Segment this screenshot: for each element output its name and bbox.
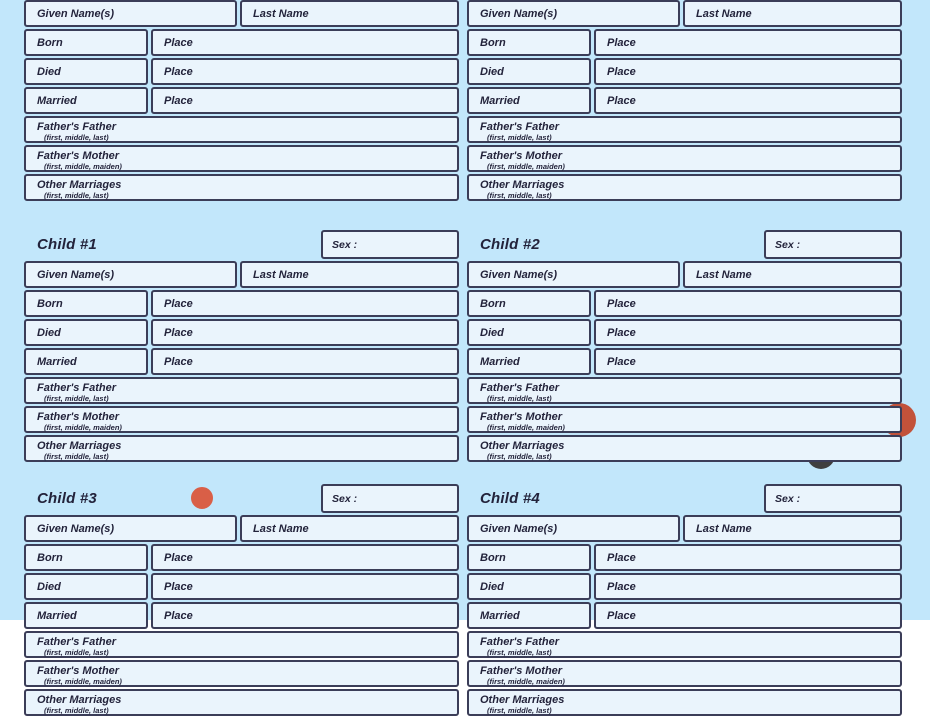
last-name-label: Last Name [253, 7, 309, 20]
born-label: Born [480, 551, 506, 564]
form-row-married [24, 348, 459, 375]
fathers-mother-field[interactable] [24, 145, 459, 172]
born-place-field[interactable] [594, 290, 902, 317]
child-title: Child #4 [480, 490, 540, 507]
born-place-field[interactable] [594, 29, 902, 56]
married-field[interactable] [24, 87, 148, 114]
other-marriages-field[interactable] [24, 174, 459, 201]
died-place-field[interactable] [151, 58, 459, 85]
sex-field[interactable] [764, 484, 902, 513]
form-row-born [24, 544, 459, 571]
form-row-married [24, 87, 459, 114]
other-marriages-sublabel: (first, middle, last) [44, 706, 109, 715]
fathers-father-sublabel: (first, middle, last) [44, 648, 109, 657]
fathers-mother-sublabel: (first, middle, maiden) [487, 423, 565, 432]
form-row-died [467, 319, 902, 346]
died-place-label: Place [607, 580, 636, 593]
last-name-field[interactable] [683, 261, 902, 288]
died-place-label: Place [164, 580, 193, 593]
fathers-father-field[interactable] [24, 116, 459, 143]
parent-form-section [24, 0, 459, 201]
form-row-born [467, 290, 902, 317]
form-row-fathers-mother [24, 406, 459, 433]
married-field[interactable] [24, 348, 148, 375]
died-field[interactable] [24, 58, 148, 85]
child-form-section [467, 230, 902, 462]
married-place-label: Place [607, 94, 636, 107]
fathers-father-field[interactable] [467, 116, 902, 143]
born-field[interactable] [467, 290, 591, 317]
fathers-father-sublabel: (first, middle, last) [44, 394, 109, 403]
married-field[interactable] [467, 348, 591, 375]
form-row-born [24, 29, 459, 56]
sex-label: Sex : [775, 492, 801, 505]
other-marriages-sublabel: (first, middle, last) [487, 191, 552, 200]
married-place-field[interactable] [594, 87, 902, 114]
form-row-married [467, 602, 902, 629]
born-place-label: Place [164, 36, 193, 49]
child-form-section [24, 484, 459, 716]
died-field[interactable] [467, 58, 591, 85]
fathers-mother-field[interactable] [467, 406, 902, 433]
fathers-mother-label: Father's Mother [480, 411, 563, 423]
died-label: Died [480, 580, 504, 593]
married-field[interactable] [467, 87, 591, 114]
last-name-label: Last Name [696, 268, 752, 281]
died-field[interactable] [467, 319, 591, 346]
form-row-fathers-father [467, 377, 902, 404]
parent-form-section [467, 0, 902, 201]
other-marriages-sublabel: (first, middle, last) [487, 706, 552, 715]
form-row-fathers-mother [467, 406, 902, 433]
died-place-label: Place [607, 326, 636, 339]
died-label: Died [480, 65, 504, 78]
fathers-mother-label: Father's Mother [480, 665, 563, 677]
form-row-died [24, 319, 459, 346]
born-label: Born [37, 551, 63, 564]
child-header-row [24, 230, 459, 259]
sex-label: Sex : [332, 492, 358, 505]
form-row-died [24, 573, 459, 600]
last-name-field[interactable] [683, 515, 902, 542]
married-place-field[interactable] [594, 348, 902, 375]
child-header-row [467, 484, 902, 513]
form-row-fathers-father [24, 116, 459, 143]
form-row-born [467, 544, 902, 571]
form-row-fathers-mother [24, 145, 459, 172]
died-place-field[interactable] [151, 573, 459, 600]
form-row-died [24, 58, 459, 85]
fathers-mother-field[interactable] [24, 660, 459, 687]
form-row-fathers-father [467, 116, 902, 143]
born-field[interactable] [24, 29, 148, 56]
married-field[interactable] [467, 602, 591, 629]
given-names-field[interactable] [24, 515, 237, 542]
sex-field[interactable] [764, 230, 902, 259]
born-label: Born [37, 36, 63, 49]
form-row-names [24, 0, 459, 27]
form-row-names [467, 515, 902, 542]
born-label: Born [37, 297, 63, 310]
sex-field[interactable] [321, 230, 459, 259]
sex-field[interactable] [321, 484, 459, 513]
fathers-father-field[interactable] [467, 631, 902, 658]
born-place-field[interactable] [151, 29, 459, 56]
fathers-father-sublabel: (first, middle, last) [487, 394, 552, 403]
form-row-other-marriages [24, 435, 459, 462]
form-row-fathers-mother [467, 660, 902, 687]
given-names-label: Given Name(s) [480, 268, 558, 281]
last-name-label: Last Name [696, 522, 752, 535]
child-form-section [24, 230, 459, 462]
given-names-field[interactable] [24, 0, 237, 27]
fathers-mother-label: Father's Mother [37, 150, 120, 162]
form-row-names [467, 261, 902, 288]
other-marriages-field[interactable] [467, 174, 902, 201]
other-marriages-sublabel: (first, middle, last) [487, 452, 552, 461]
married-field[interactable] [24, 602, 148, 629]
fathers-mother-sublabel: (first, middle, maiden) [487, 162, 565, 171]
fathers-mother-field[interactable] [467, 145, 902, 172]
died-place-field[interactable] [594, 58, 902, 85]
born-place-field[interactable] [151, 290, 459, 317]
born-place-label: Place [164, 297, 193, 310]
last-name-field[interactable] [240, 515, 459, 542]
form-row-married [467, 348, 902, 375]
married-place-label: Place [607, 355, 636, 368]
born-field[interactable] [467, 29, 591, 56]
fathers-father-sublabel: (first, middle, last) [487, 648, 552, 657]
fathers-father-label: Father's Father [37, 382, 117, 394]
form-row-other-marriages [24, 174, 459, 201]
given-names-label: Given Name(s) [480, 522, 558, 535]
died-place-field[interactable] [594, 573, 902, 600]
form-row-married [467, 87, 902, 114]
other-marriages-label: Other Marriages [480, 694, 565, 706]
born-label: Born [480, 297, 506, 310]
other-marriages-sublabel: (first, middle, last) [44, 452, 109, 461]
given-names-field[interactable] [467, 515, 680, 542]
given-names-label: Given Name(s) [480, 7, 558, 20]
form-row-other-marriages [467, 689, 902, 716]
other-marriages-field[interactable] [467, 435, 902, 462]
married-place-label: Place [607, 609, 636, 622]
child-form-section [467, 484, 902, 716]
form-row-fathers-father [24, 631, 459, 658]
born-label: Born [480, 36, 506, 49]
born-place-label: Place [607, 297, 636, 310]
fathers-mother-label: Father's Mother [480, 150, 563, 162]
decorative-red-crescent [902, 400, 920, 440]
form-row-born [467, 29, 902, 56]
married-place-label: Place [164, 355, 193, 368]
form-row-names [467, 0, 902, 27]
fathers-mother-sublabel: (first, middle, maiden) [44, 677, 122, 686]
married-place-field[interactable] [594, 602, 902, 629]
form-row-fathers-mother [467, 145, 902, 172]
married-place-field[interactable] [151, 87, 459, 114]
died-field[interactable] [24, 319, 148, 346]
other-marriages-label: Other Marriages [37, 179, 122, 191]
died-label: Died [480, 326, 504, 339]
born-place-field[interactable] [594, 544, 902, 571]
died-label: Died [37, 580, 61, 593]
died-place-label: Place [164, 326, 193, 339]
given-names-label: Given Name(s) [37, 7, 115, 20]
last-name-field[interactable] [683, 0, 902, 27]
fathers-mother-label: Father's Mother [37, 411, 120, 423]
married-label: Married [480, 355, 520, 368]
fathers-mother-field[interactable] [24, 406, 459, 433]
died-place-label: Place [607, 65, 636, 78]
fathers-father-sublabel: (first, middle, last) [487, 133, 552, 142]
married-place-field[interactable] [151, 602, 459, 629]
fathers-mother-field[interactable] [467, 660, 902, 687]
other-marriages-label: Other Marriages [37, 694, 122, 706]
left-column [24, 0, 459, 716]
fathers-father-label: Father's Father [480, 121, 560, 133]
last-name-field[interactable] [240, 0, 459, 27]
given-names-label: Given Name(s) [37, 522, 115, 535]
other-marriages-field[interactable] [467, 689, 902, 716]
given-names-label: Given Name(s) [37, 268, 115, 281]
born-place-label: Place [607, 36, 636, 49]
form-row-names [24, 515, 459, 542]
fathers-mother-sublabel: (first, middle, maiden) [487, 677, 565, 686]
form-row-died [467, 573, 902, 600]
fathers-mother-label: Father's Mother [37, 665, 120, 677]
right-column [467, 0, 902, 716]
married-place-label: Place [164, 94, 193, 107]
fathers-mother-sublabel: (first, middle, maiden) [44, 423, 122, 432]
child-header-row [467, 230, 902, 259]
form-columns [24, 0, 902, 716]
form-row-other-marriages [467, 435, 902, 462]
married-label: Married [480, 94, 520, 107]
given-names-field[interactable] [24, 261, 237, 288]
other-marriages-label: Other Marriages [480, 440, 565, 452]
last-name-label: Last Name [253, 522, 309, 535]
fathers-father-sublabel: (first, middle, last) [44, 133, 109, 142]
fathers-father-label: Father's Father [37, 636, 117, 648]
child-header-row [24, 484, 459, 513]
child-title: Child #3 [37, 490, 97, 507]
form-row-other-marriages [467, 174, 902, 201]
sex-label: Sex : [775, 238, 801, 251]
form-row-names [24, 261, 459, 288]
born-place-label: Place [164, 551, 193, 564]
child-title: Child #1 [37, 236, 97, 253]
fathers-father-label: Father's Father [480, 636, 560, 648]
married-label: Married [37, 609, 77, 622]
married-place-field[interactable] [151, 348, 459, 375]
died-field[interactable] [467, 573, 591, 600]
fathers-father-field[interactable] [467, 377, 902, 404]
born-field[interactable] [24, 544, 148, 571]
born-field[interactable] [467, 544, 591, 571]
born-place-label: Place [607, 551, 636, 564]
fathers-mother-sublabel: (first, middle, maiden) [44, 162, 122, 171]
form-row-fathers-mother [24, 660, 459, 687]
given-names-field[interactable] [467, 0, 680, 27]
fathers-father-label: Father's Father [37, 121, 117, 133]
died-label: Died [37, 65, 61, 78]
married-label: Married [37, 94, 77, 107]
fathers-father-field[interactable] [24, 377, 459, 404]
born-place-field[interactable] [151, 544, 459, 571]
married-label: Married [37, 355, 77, 368]
married-label: Married [480, 609, 520, 622]
form-row-married [24, 602, 459, 629]
other-marriages-label: Other Marriages [37, 440, 122, 452]
other-marriages-field[interactable] [24, 689, 459, 716]
form-row-fathers-father [467, 631, 902, 658]
form-row-died [467, 58, 902, 85]
fathers-father-label: Father's Father [480, 382, 560, 394]
other-marriages-field[interactable] [24, 435, 459, 462]
died-place-field[interactable] [151, 319, 459, 346]
died-field[interactable] [24, 573, 148, 600]
child-title: Child #2 [480, 236, 540, 253]
form-row-other-marriages [24, 689, 459, 716]
other-marriages-label: Other Marriages [480, 179, 565, 191]
given-names-field[interactable] [467, 261, 680, 288]
other-marriages-sublabel: (first, middle, last) [44, 191, 109, 200]
form-row-fathers-father [24, 377, 459, 404]
born-field[interactable] [24, 290, 148, 317]
married-place-label: Place [164, 609, 193, 622]
fathers-father-field[interactable] [24, 631, 459, 658]
died-label: Died [37, 326, 61, 339]
form-row-born [24, 290, 459, 317]
died-place-field[interactable] [594, 319, 902, 346]
last-name-label: Last Name [696, 7, 752, 20]
last-name-label: Last Name [253, 268, 309, 281]
last-name-field[interactable] [240, 261, 459, 288]
sex-label: Sex : [332, 238, 358, 251]
died-place-label: Place [164, 65, 193, 78]
